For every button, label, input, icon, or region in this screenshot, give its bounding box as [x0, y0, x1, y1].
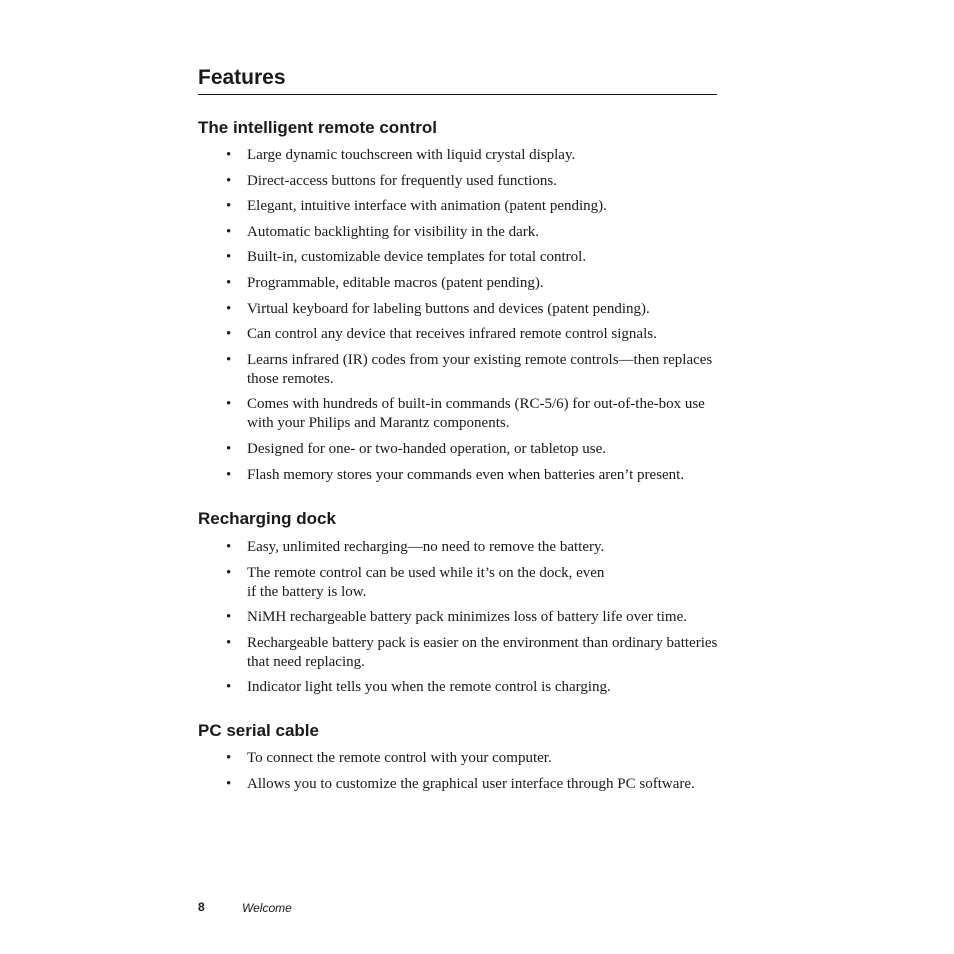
list-item: • Programmable, editable macros (patent pending). [226, 274, 721, 293]
list-item: • Built-in, customizable device templates for total control. [226, 248, 721, 267]
list-item: • To connect the remote control with your computer. [226, 749, 721, 768]
section-heading-recharging-dock: Recharging dock [198, 509, 336, 528]
list-item: • Rechargeable battery pack is easier on the environment than ordinary batteries that need replacing. [226, 634, 721, 672]
page-number: 8 [198, 900, 205, 914]
section-heading-pc-serial-cable: PC serial cable [198, 721, 319, 740]
list-item: • Automatic backlighting for visibility in the dark. [226, 223, 721, 242]
list-item: • Designed for one- or two-handed operation, or tabletop use. [226, 440, 721, 459]
list-item: • Flash memory stores your commands even when batteries aren’t present. [226, 466, 721, 485]
list-item: • The remote control can be used while it’s on the dock, even if the battery is low. [226, 564, 607, 602]
bullet-list-pc-serial-cable [226, 749, 721, 800]
list-item: • Virtual keyboard for labeling buttons and devices (patent pending). [226, 300, 721, 319]
list-item: • Learns infrared (IR) codes from your existing remote controls—then replaces those remotes. [226, 351, 721, 389]
list-item: • Elegant, intuitive interface with animation (patent pending). [226, 197, 721, 216]
bullet-list-remote-control [226, 146, 721, 491]
list-item: • NiMH rechargeable battery pack minimizes loss of battery life over time. [226, 608, 721, 627]
list-item: • Large dynamic touchscreen with liquid crystal display. [226, 146, 721, 165]
list-item: • Can control any device that receives infrared remote control signals. [226, 325, 721, 344]
list-item: • Comes with hundreds of built-in commands (RC-5/6) for out-of-the-box use with your Philips and Marantz components. [226, 395, 721, 433]
footer-section-label: Welcome [242, 901, 292, 915]
list-item: • Easy, unlimited recharging—no need to remove the battery. [226, 538, 721, 557]
list-item: • Direct-access buttons for frequently used functions. [226, 172, 721, 191]
list-item: • Allows you to customize the graphical user interface through PC software. [226, 775, 721, 794]
section-heading-remote-control: The intelligent remote control [198, 118, 437, 137]
bullet-list-recharging-dock [226, 538, 721, 704]
list-item: • Indicator light tells you when the remote control is charging. [226, 678, 721, 697]
page-title: Features [198, 64, 717, 95]
